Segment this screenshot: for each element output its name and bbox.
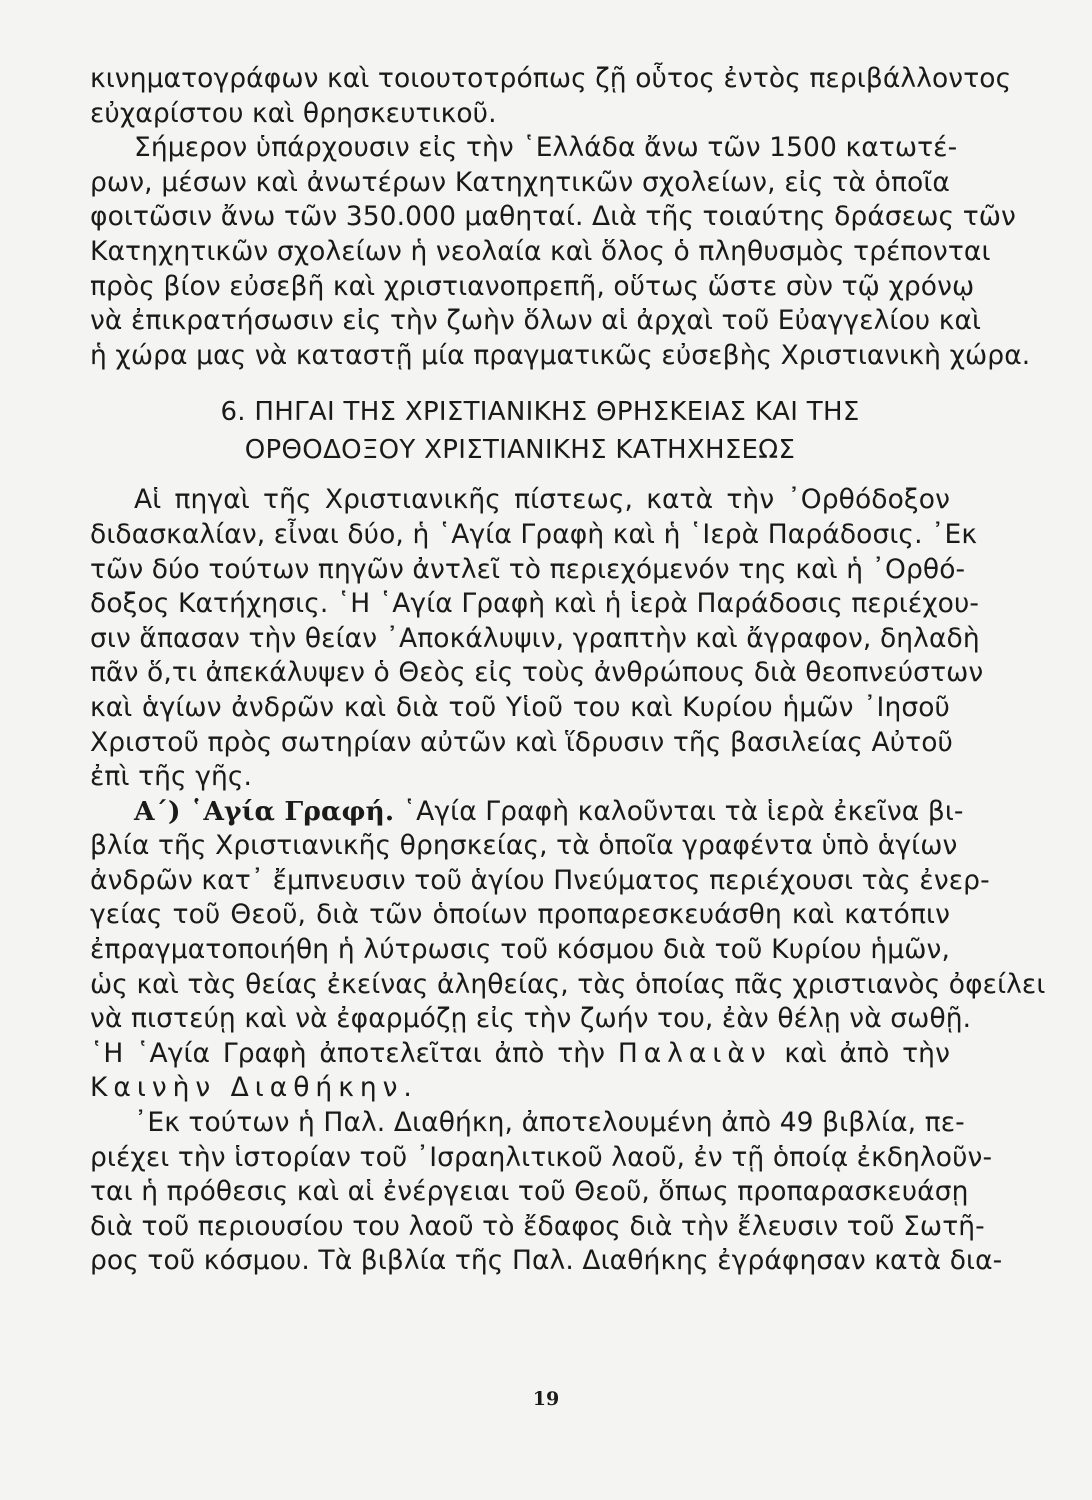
text-line: τῶν δύο τούτων πηγῶν ἀντλεῖ τὸ περιεχόμενόν της καὶ ἡ ᾿Ορθό- [90, 553, 966, 585]
spaced-term-old: Παλαιὰν [617, 1037, 772, 1069]
text-line: νὰ πιστεύῃ καὶ νὰ ἐφαρμόζῃ εἰς τὴν ζωήν του, ἐὰν θέλῃ νὰ σωθῇ. [90, 1003, 972, 1035]
section-holy-scripture [90, 795, 1046, 1106]
text-line: πᾶν ὅ,τι ἀπεκάλυψεν ὁ Θεὸς εἰς τοὺς ἀνθρώπους διὰ θεοπνεύστων [90, 657, 984, 689]
text-line: κινηματογράφων καὶ τοιουτοτρόπως ζῇ οὗτος ἐντὸς περιβάλλοντος [90, 63, 1012, 94]
text-line: ται ἡ πρόθεσις καὶ αἱ ἐνέργειαι τοῦ Θεοῦ, ὅπως προπαρασκευάσῃ [90, 1176, 969, 1208]
text-line [90, 1037, 950, 1072]
paragraph-old-testament [90, 1106, 1003, 1279]
text-line: Κατηχητικῶν σχολείων ἡ νεολαία καὶ ὅλος ὁ πληθυσμὸς τρέπονται [90, 235, 991, 267]
text-line: δοξος Κατήχησις. ῾Η ῾Αγία Γραφὴ καὶ ἡ ἱερὰ Παράδοσις περιέχου- [90, 588, 980, 620]
text-line: εὐχαρίστου καὶ θρησκευτικοῦ. [90, 97, 497, 129]
text-line: ᾿Εκ τούτων ἡ Παλ. Διαθήκη, ἀποτελουμένη ἀπὸ 49 βιβλία, πε- [134, 1107, 965, 1139]
text-line [90, 795, 964, 830]
paragraph-sources [90, 483, 984, 794]
text-line: ριέχει τὴν ἱστορίαν τοῦ ᾿Ισραηλιτικοῦ λαοῦ, ἐν τῇ ὁποίᾳ ἐκδηλοῦν- [90, 1141, 993, 1173]
text-line [90, 1071, 950, 1106]
text-line: γείας τοῦ Θεοῦ, διὰ τῶν ὁποίων προπαρεσκευάσθη καὶ κατόπιν [90, 899, 950, 931]
page-number: 19 [532, 1388, 560, 1410]
text-line: Αἱ πηγαὶ τῆς Χριστιανικῆς πίστεως, κατὰ τὴν ᾿Ορθόδοξον [134, 484, 950, 516]
text-line: πρὸς βίον εὐσεβῆ καὶ χριστιανοπρεπῆ, οὕτως ὥστε σὺν τῷ χρόνῳ [90, 270, 975, 302]
text-line: διδασκαλίαν, εἶναι δύο, ἡ ῾Αγία Γραφὴ καὶ ἡ ῾Ιερὰ Παράδοσις. ᾿Εκ [90, 518, 978, 550]
text-line: βλία τῆς Χριστιανικῆς θρησκείας, τὰ ὁποῖα γραφέντα ὑπὸ ἁγίων [90, 830, 958, 862]
text-block [90, 62, 1046, 1279]
text-line: ρος τοῦ κόσμου. Τὰ βιβλία τῆς Παλ. Διαθήκης ἐγράφησαν κατὰ δια- [90, 1245, 1003, 1277]
text-fragment: καὶ ἀπὸ τὴν [784, 1037, 950, 1069]
text-line: καὶ ἁγίων ἀνδρῶν καὶ διὰ τοῦ Υἱοῦ του καὶ Κυρίου ἡμῶν ᾿Ιησοῦ [90, 691, 950, 723]
text-line: Χριστοῦ πρὸς σωτηρίαν αὐτῶν καὶ ἵδρυσιν τῆς βασιλείας Αὐτοῦ [90, 726, 953, 758]
text-line: ἐπραγματοποιήθη ἡ λύτρωσις τοῦ κόσμου διὰ τοῦ Κυρίου ἡμῶν, [90, 934, 950, 966]
text-line: Σήμερον ὑπάρχουσιν εἰς τὴν ῾Ελλάδα ἄνω τῶν 1500 κατωτέ- [134, 132, 958, 164]
subsection-label: Α΄) ῾Αγία Γραφή. [134, 795, 395, 827]
text-line: ἐπὶ τῆς γῆς. [90, 761, 253, 793]
text-line: διὰ τοῦ περιουσίου του λαοῦ τὸ ἔδαφος διὰ τὴν ἔλευσιν τοῦ Σωτῆ- [90, 1210, 985, 1242]
section-heading-line-1: 6. ΠΗΓΑΙ ΤΗΣ ΧΡΙΣΤΙΑΝΙΚΗΣ ΘΡΗΣΚΕΙΑΣ ΚΑΙ ΤΗΣ [220, 397, 860, 428]
subsection-first-line: ῾Αγία Γραφὴ καλοῦνται τὰ ἱερὰ ἐκεῖνα βι- [402, 795, 964, 827]
text-line: ἀνδρῶν κατ᾿ ἔμπνευσιν τοῦ ἁγίου Πνεύματος περιέχουσι τὰς ἐνερ- [90, 864, 990, 896]
text-line: ὡς καὶ τὰς θείας ἐκείνας ἀληθείας, τὰς ὁποίας πᾶς χριστιανὸς ὀφείλει [90, 968, 1046, 1000]
section-heading-line-2: ΟΡΘΟΔΟΞΟΥ ΧΡΙΣΤΙΑΝΙΚΗΣ ΚΑΤΗΧΗΣΕΩΣ [244, 435, 796, 466]
paragraph-top [90, 62, 1031, 373]
text-line: σιν ἅπασαν τὴν θείαν ᾿Αποκάλυψιν, γραπτὴν καὶ ἄγραφον, δηλαδὴ [90, 622, 980, 654]
text-fragment: ῾Η ῾Αγία Γραφὴ ἀποτελεῖται ἀπὸ τὴν [90, 1037, 606, 1069]
text-line: φοιτῶσιν ἄνω τῶν 350.000 μαθηταί. Διὰ τῆς τοιαύτης δράσεως τῶν [90, 201, 1016, 233]
spaced-term-new: Καινὴν Διαθήκην. [90, 1072, 418, 1104]
text-line: νὰ ἐπικρατήσωσιν εἰς τὴν ζωὴν ὅλων αἱ ἀρχαὶ τοῦ Εὐαγγελίου καὶ [90, 305, 982, 337]
text-line: ρων, μέσων καὶ ἀνωτέρων Κατηχητικῶν σχολείων, εἰς τὰ ὁποῖα [90, 166, 950, 198]
text-line: ἡ χώρα μας νὰ καταστῇ μία πραγματικῶς εὐσεβὴς Χριστιανικὴ χώρα. [90, 339, 1031, 371]
